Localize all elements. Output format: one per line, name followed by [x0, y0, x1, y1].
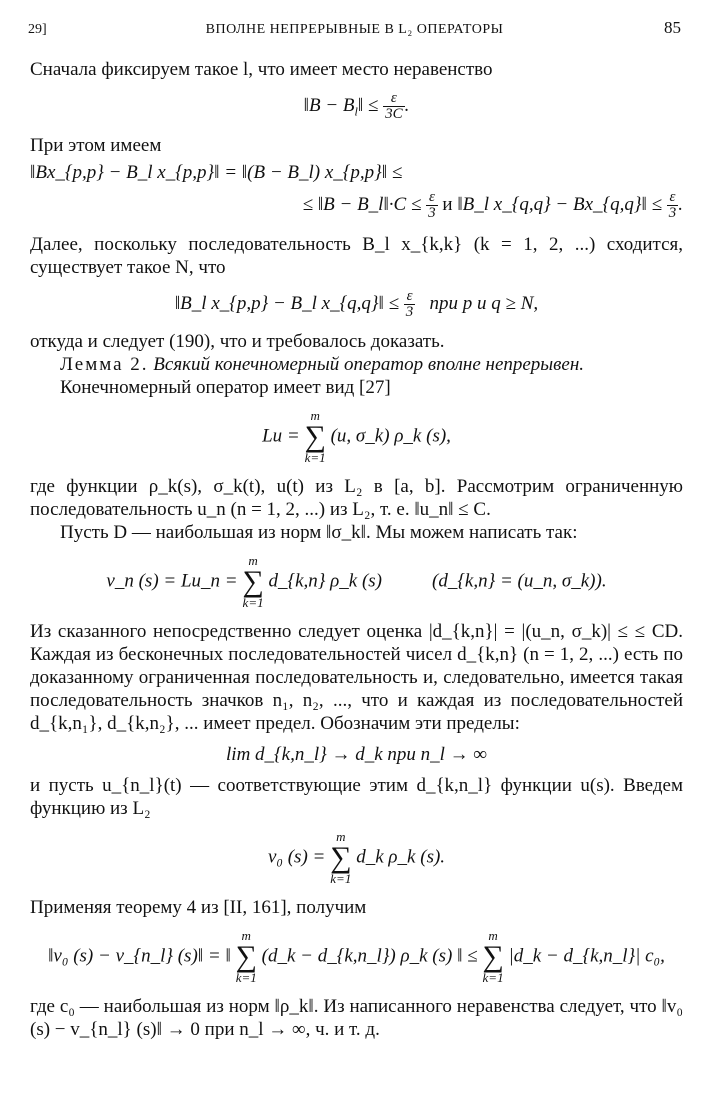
paragraph-8: Из сказанного непосредственно следует оценка |d_{k,n}| = |(u_n, σ_k)| ≤ ≤ CD. Каждая из бесконечных последовательностей чисел d_{k,n} (n = 1, 2, ...) есть по доказанному ограниченная последовательность и, следовательно, имеется такая последовательность значков n₁, n₂, ..., что и каждая из последовательностей d_{k,n₁}, d_{k,n₂}, ... имеет предел. Обозначим эти пределы: [30, 620, 683, 734]
paragraph-11: где c₀ — наибольшая из норм ‖ρ_k‖. Из написанного неравенства следует, что ‖v₀ (s) − v_{n_l} (s)‖ → 0 при n_l → ∞, ч. и т. д. [30, 995, 683, 1040]
equation-2a: ‖Bx_{p,p} − B_l x_{p,p}‖ = ‖(B − B_l) x_{p,p}‖ ≤ [30, 161, 403, 183]
paragraph-4: откуда и следует (190), что и требовалось доказать. [30, 330, 445, 352]
equation-6: lim d_{k,n_l} → d_k при n_l → ∞ [226, 743, 487, 765]
paragraph-10: Применяя теорему 4 из [II, 161], получим [30, 896, 367, 918]
paragraph-3: Далее, поскольку последовательность B_l x_{k,k} (k = 1, 2, ...) сходится, существует такое N, что [30, 233, 683, 278]
page-body [30, 58, 683, 1041]
running-title: ВПОЛНЕ НЕПРЕРЫВНЫЕ В L₂ ОПЕРАТОРЫ [205, 22, 504, 37]
paragraph-7: Пусть D — наибольшая из норм ‖σ_k‖. Мы можем написать так: [60, 521, 578, 543]
paragraph-2: При этом имеем [30, 134, 162, 156]
equation-4: Lu = m ∑ k=1 (u, σ_k) ρ_k (s), [262, 407, 451, 465]
page-number: 85 [664, 18, 681, 37]
equation-5: v_n (s) = Lu_n = m ∑ k=1 d_{k,n} ρ_k (s) (d_{k,n} = (u_n, σ_k)). [106, 552, 607, 610]
paragraph-9: и пусть u_{n_l}(t) — соответствующие этим d_{k,n_l} функции u(s). Введем функцию из L₂ [30, 774, 683, 819]
equation-7: v₀ (s) = m ∑ k=1 d_k ρ_k (s). [267, 828, 446, 886]
equation-8: ‖v₀ (s) − v_{n_l} (s)‖ = ‖ m ∑ k=1 (d_k − d_{k,n_l}) ρ_k (s) ‖ ≤ m ∑ k=1 |d_k − d_{k,n_l}| c₀, [48, 927, 665, 985]
paragraph-1: Сначала фиксируем такое l, что имеет место неравенство [30, 59, 493, 80]
equation-3: ‖B_l x_{p,p} − B_l x_{q,q}‖ ≤ $\frac{\varepsilon}{3}$ при p и q ≥ N, [174, 287, 539, 320]
paragraph-6: где функции ρ_k(s), σ_k(t), u(t) из L₂ в [a, b]. Рассмотрим ограниченную последовательность u_n (n = 1, 2, ...) из L₂, т. е. ‖u_n‖ ≤ C. [30, 475, 683, 520]
paragraph-5: Конечномерный оператор имеет вид [27] [60, 376, 391, 398]
page-header [28, 18, 681, 42]
equation-1: ‖B − $B_l‖$ ≤ $\frac{\varepsilon}{3C}$ . [303, 90, 410, 122]
sum-symbol: m ∑ k=1 [304, 407, 326, 465]
fraction: $\frac{\varepsilon}{3C}$ [385, 90, 403, 122]
equation-2b: ≤ ‖B − B_l‖·C ≤ $\frac{\varepsilon}{3}$ и ‖B_l x_{q,q} − Bx_{q,q}‖ ≤ $\frac{\varepsilon}{3}$ . [302, 188, 683, 221]
section-number: 29] [28, 22, 47, 37]
lemma-2: Лемма 2. Всякий конечномерный оператор вполне непрерывен. [60, 353, 585, 375]
